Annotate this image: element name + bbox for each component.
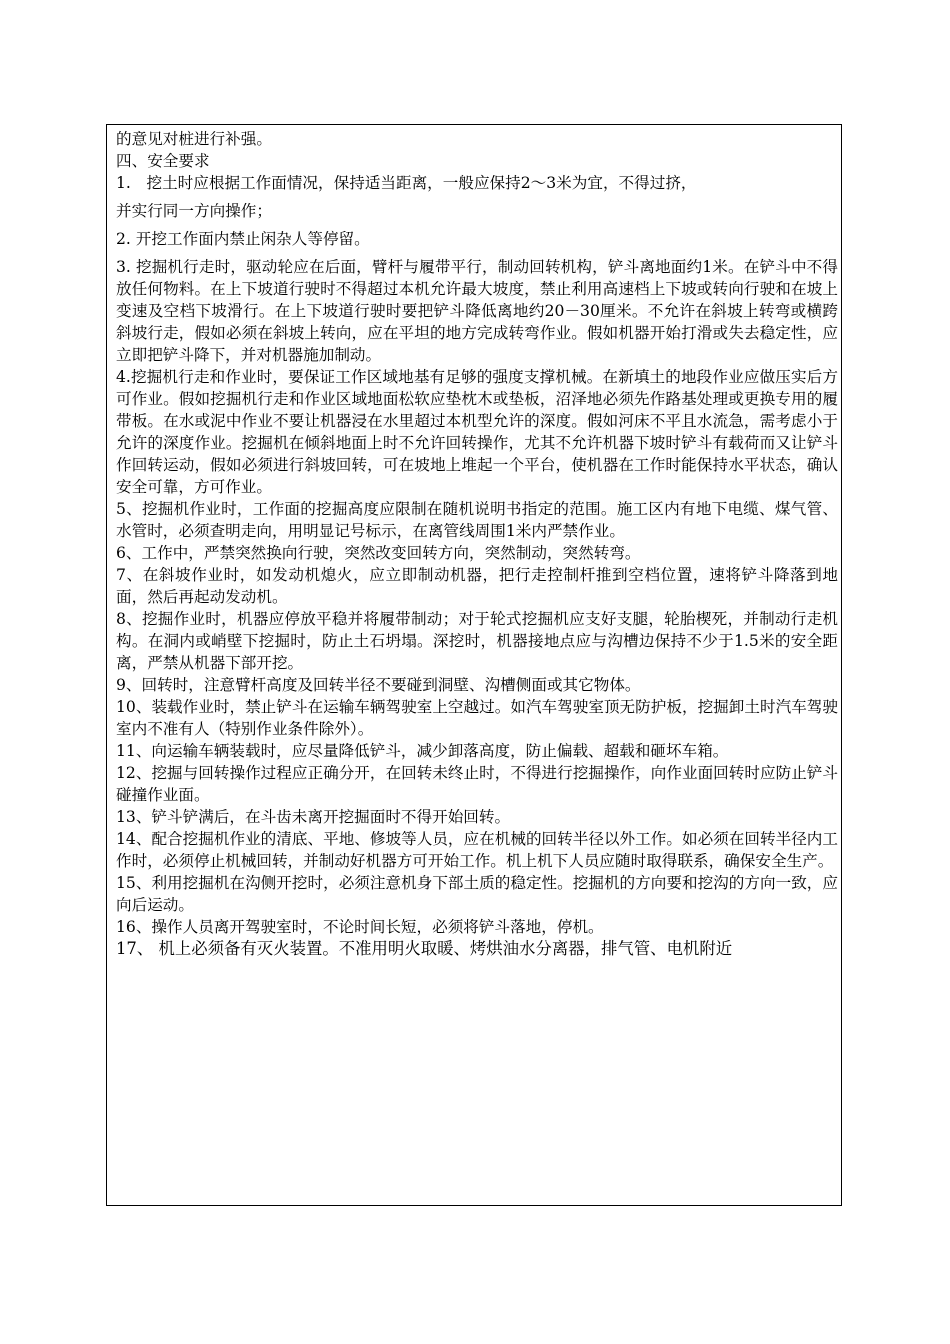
document-body: [116, 128, 838, 960]
requirement-item-9: 9、回转时，注意臂杆高度及回转半径不要碰到洞壁、沟槽侧面或其它物体。: [116, 676, 641, 694]
requirement-item-12: 12、挖掘与回转操作过程应正确分开，在回转未终止时，不得进行挖掘操作，向作业面回转时应防止铲斗碰撞作业面。: [116, 764, 838, 804]
requirement-item-6: 6、工作中，严禁突然换向行驶，突然改变回转方向，突然制动，突然转弯。: [116, 544, 641, 562]
requirement-item-10: 10、装载作业时，禁止铲斗在运输车辆驾驶室上空越过。如汽车驾驶室顶无防护板，挖掘卸土时汽车驾驶室内不准有人（特别作业条件除外）。: [116, 698, 838, 738]
requirement-item-15: 15、利用挖掘机在沟侧开挖时，必须注意机身下部土质的稳定性。挖掘机的方向要和挖沟的方向一致，应向后运动。: [116, 874, 838, 914]
requirement-item-1-cont: 并实行同一方向操作；: [116, 202, 272, 220]
requirement-item-17: 17、 机上必须备有灭火装置。不准用明火取暖、烤烘油水分离器，排气管、电机附近: [116, 939, 733, 958]
requirement-item-7: 7、在斜坡作业时，如发动机熄火，应立即制动机器，把行走控制杆推到空档位置，速将铲斗降落到地面，然后再起动发动机。: [116, 566, 838, 606]
requirement-item-3: 3. 挖掘机行走时，驱动轮应在后面，臂杆与履带平行，制动回转机构，铲斗离地面约1米。在铲斗中不得放任何物料。在上下坡道行驶时不得超过本机允许最大坡度，禁止利用高速档上下坡或转向行驶和在坡上变速及空档下坡滑行。在上下坡道行驶时要把铲斗降低离地约20－30厘米。不允许在斜坡上转弯或横跨斜坡行走，假如必须在斜坡上转向，应在平坦的地方完成转弯作业。假如机器开始打滑或失去稳定性，应立即把铲斗降下，并对机器施加制动。: [116, 258, 838, 364]
requirement-item-5: 5、挖掘机作业时，工作面的挖掘高度应限制在随机说明书指定的范围。施工区内有地下电缆、煤气管、水管时，必须查明走向，用明显记号标示，在离管线周围1米内严禁作业。: [116, 500, 838, 540]
section-heading: 四、安全要求: [116, 152, 210, 170]
paragraph-continuation: 的意见对桩进行补强。: [116, 130, 272, 148]
document-table-cell: [106, 124, 842, 1206]
requirement-item-13: 13、铲斗铲满后，在斗齿未离开挖掘面时不得开始回转。: [116, 808, 511, 826]
requirement-item-2: 2. 开挖工作面内禁止闲杂人等停留。: [116, 230, 370, 248]
requirement-item-4: 4.挖掘机行走和作业时，要保证工作区域地基有足够的强度支撑机械。在新填土的地段作业应做压实后方可作业。假如挖掘机行走和作业区域地面松软应垫枕木或垫板，沼泽地必须先作路基处理或更换专用的履带板。在水或泥中作业不要让机器浸在水里超过本机型允许的深度。假如河床不平且水流急，需考虑小于允许的深度作业。挖掘机在倾斜地面上时不允许回转操作，尤其不允许机器下坡时铲斗有载荷而又让铲斗作回转运动，假如必须进行斜坡回转，可在坡地上堆起一个平台，使机器在工作时能保持水平状态，确认安全可靠，方可作业。: [116, 368, 838, 496]
requirement-item-8: 8、挖掘作业时，机器应停放平稳并将履带制动；对于轮式挖掘机应支好支腿，轮胎楔死，并制动行走机构。在洞内或峭壁下挖掘时，防止土石坍塌。深挖时，机器接地点应与沟槽边保持不少于1.5米的安全距离，严禁从机器下部开挖。: [116, 610, 838, 672]
requirement-item-16: 16、操作人员离开驾驶室时，不论时间长短，必须将铲斗落地，停机。: [116, 918, 604, 936]
requirement-item-14: 14、配合挖掘机作业的清底、平地、修坡等人员，应在机械的回转半径以外工作。如必须在回转半径内工作时，必须停止机械回转，并制动好机器方可开始工作。机上机下人员应随时取得联系，确保安全生产。: [116, 830, 838, 870]
requirement-item-1: 1. 挖土时应根据工作面情况，保持适当距离，一般应保持2～3米为宜，不得过挤，: [116, 174, 697, 192]
requirement-item-11: 11、向运输车辆装载时，应尽量降低铲斗，减少卸落高度，防止偏载、超载和砸坏车箱。: [116, 742, 729, 760]
